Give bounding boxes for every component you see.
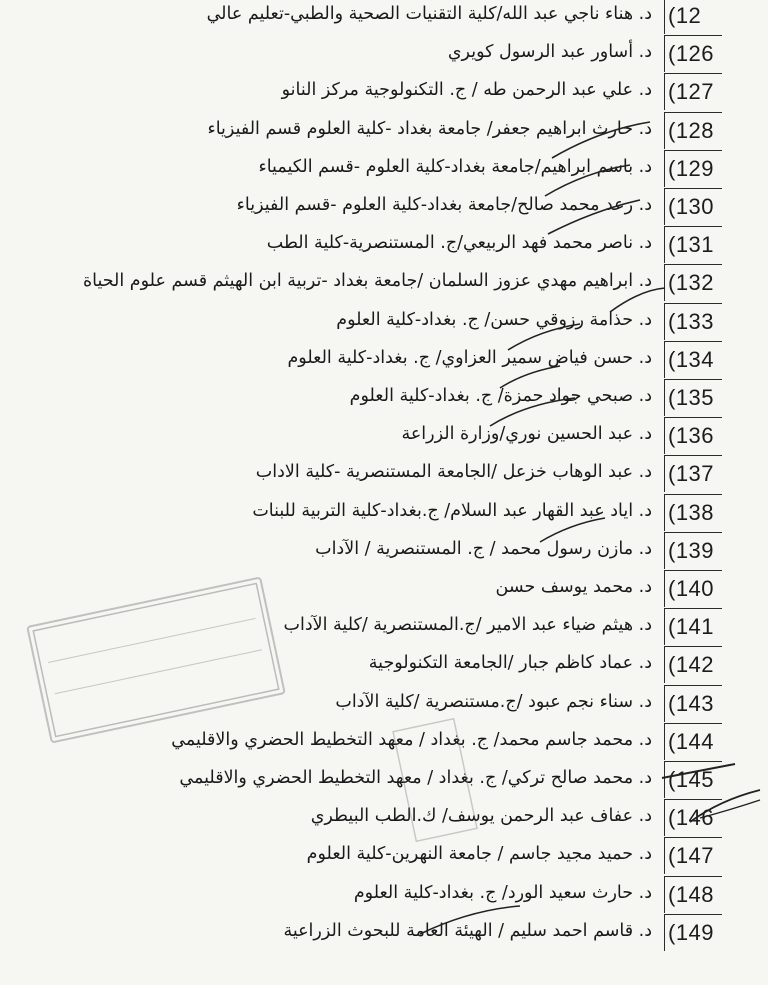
check-mark-129 — [545, 165, 630, 196]
check-mark-148 — [420, 906, 520, 934]
row-name: د. رعد محمد صالح/جامعة بغداد-كلية العلوم -قسم الفيزياء — [236, 195, 652, 215]
row-name: د. عبد الحسين نوري/وزارة الزراعة — [401, 424, 652, 445]
row-number: (130 — [668, 194, 715, 219]
row-number: (128 — [668, 117, 715, 143]
row-name: د. ابراهيم مهدي عزوز السلمان /جامعة بغداد -تربية ابن الهيثم قسم علوم الحياة — [82, 271, 652, 292]
row-name: د. أساور عبد الرسول كويري — [447, 42, 652, 63]
row-number: (144 — [668, 728, 715, 754]
row-name: د. هناء ناجي عبد الله/كلية التقنيات الصحية والطبي-تعليم عالي — [206, 4, 652, 24]
row-name: د. محمد يوسف حسن — [495, 577, 652, 597]
check-mark-134 — [500, 366, 560, 388]
row-number: (133 — [668, 308, 715, 334]
row-name: د. علي عبد الرحمن طه / ج. التكنولوجية مركز النانو — [281, 80, 652, 101]
row-number: (148 — [668, 881, 715, 907]
row-name: د. عماد كاظم جبار /الجامعة التكنولوجية — [368, 653, 652, 674]
row-name: د. مازن رسول محمد / ج. المستنصرية / الآداب — [315, 538, 652, 559]
check-mark-132 — [610, 288, 665, 312]
row-name: د. هيثم ضياء عبد الامير /ج.المستنصرية /كلية الآداب — [283, 615, 652, 636]
check-mark-130 — [548, 200, 640, 234]
row-number: (12 — [668, 3, 702, 28]
row-number: (135 — [668, 385, 715, 410]
row-name: د. محمد جاسم محمد/ ج. بغداد / معهد التخطيط الحضري والاقليمي — [171, 729, 652, 750]
row-number: (131 — [668, 232, 715, 258]
row-name: د. صبحي جواد حمزة/ ج. بغداد-كلية العلوم — [349, 386, 652, 406]
row-name: د. محمد صالح تركي/ ج. بغداد / معهد التخطيط الحضري والاقليمي — [179, 768, 652, 788]
row-number: (140 — [668, 576, 715, 601]
row-name: د. سناء نجم عبود /ج.مستنصرية /كلية الآداب — [335, 691, 652, 712]
row-number: (136 — [668, 423, 715, 449]
row-number: (139 — [668, 537, 715, 563]
row-number: (143 — [668, 690, 715, 716]
check-mark-138 — [540, 518, 605, 542]
check-mark-128 — [552, 122, 650, 158]
check-mark-133 — [508, 324, 580, 350]
row-number: (146 — [668, 805, 715, 831]
strike-144 — [662, 764, 735, 778]
row-name: د. قاسم احمد سليم / الهيئة العامة للبحوث الزراعية — [283, 920, 652, 941]
row-number: (134 — [668, 346, 715, 372]
row-name: د. حميد مجيد جاسم / جامعة النهرين-كلية العلوم — [306, 844, 652, 865]
row-name: د. حارث سعيد الورد/ ج. بغداد-كلية العلوم — [353, 882, 652, 903]
row-number: (149 — [668, 919, 715, 945]
row-number: (138 — [668, 499, 715, 525]
row-number: (127 — [668, 79, 715, 105]
row-number: (141 — [668, 614, 715, 640]
row-number: (137 — [668, 461, 715, 487]
row-number: (147 — [668, 843, 715, 869]
row-number: (142 — [668, 652, 715, 678]
row-number: (129 — [668, 155, 715, 181]
row-name: د. باسم ابراهيم/جامعة بغداد-كلية العلوم -قسم الكيمياء — [258, 156, 652, 177]
row-name: د. حارث ابراهيم جعفر/ جامعة بغداد -كلية العلوم قسم الفيزياء — [207, 118, 652, 139]
row-number: (126 — [668, 41, 715, 67]
row-name: د. ناصر محمد فهد الربيعي/ج. المستنصرية-كلية الطب — [266, 233, 652, 254]
check-mark-135 — [490, 398, 575, 426]
row-name: د. عبد الوهاب خزعل /الجامعة المستنصرية -كلية الاداب — [255, 462, 652, 483]
row-name: د. اياد عبد القهار عبد السلام/ ج.بغداد-كلية التربية للبنات — [252, 500, 652, 521]
row-name: د. حذامة رزوقي حسن/ ج. بغداد-كلية العلوم — [336, 309, 652, 330]
row-number: (145 — [668, 767, 715, 792]
row-number: (132 — [668, 270, 715, 296]
row-name: د. حسن فياض سمير العزاوي/ ج. بغداد-كلية العلوم — [287, 347, 652, 368]
row-name: د. عفاف عبد الرحمن يوسف/ ك.الطب البيطري — [310, 806, 652, 827]
